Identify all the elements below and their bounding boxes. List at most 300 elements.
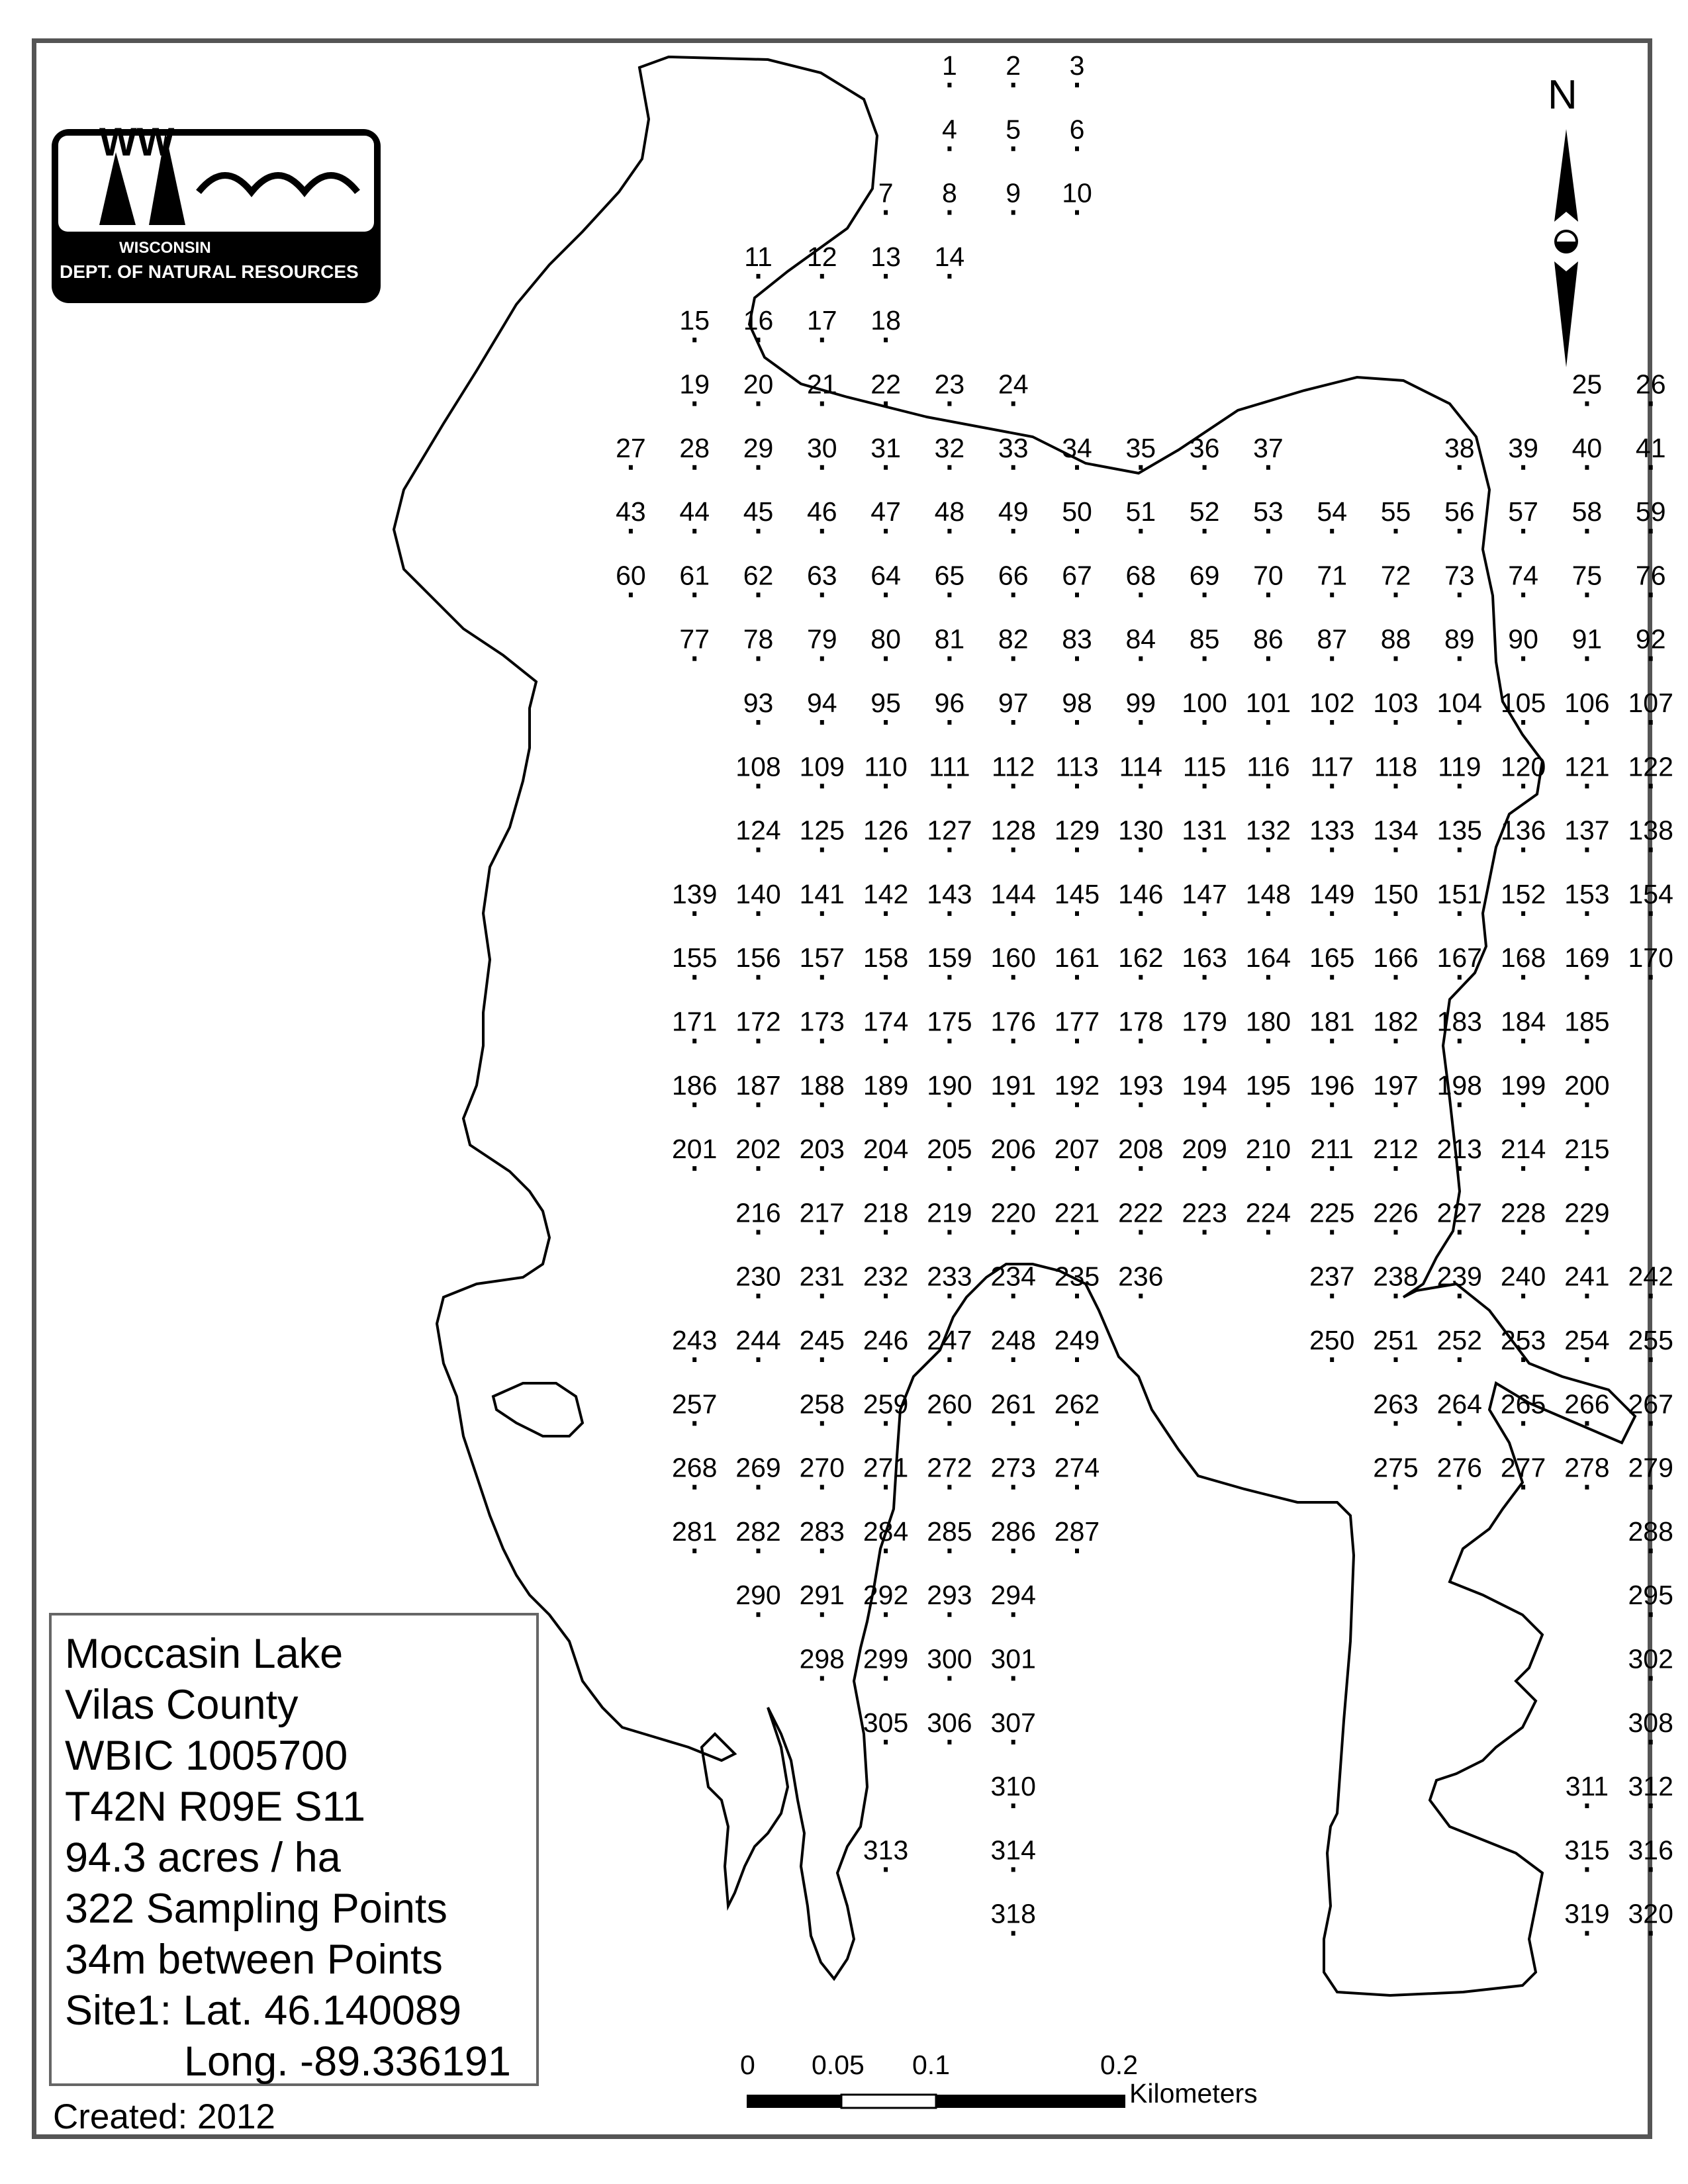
sampling-point-label: 98 (1062, 688, 1092, 718)
sampling-point-label: 221 (1054, 1197, 1100, 1228)
sampling-point-label: 101 (1245, 688, 1291, 718)
sampling-point-marker (1521, 975, 1525, 979)
logo-line2: DEPT. OF NATURAL RESOURCES (60, 261, 359, 282)
sampling-point-label: 109 (799, 751, 845, 782)
sampling-point-label: 131 (1182, 815, 1227, 846)
scale-tick-label: 0.1 (912, 2050, 950, 2080)
sampling-point-marker (1266, 1039, 1270, 1044)
sampling-point-marker (1139, 1230, 1143, 1234)
sampling-point-marker (1011, 1103, 1015, 1107)
sampling-point-marker (757, 1230, 761, 1234)
sampling-point-label: 10 (1062, 177, 1092, 208)
sampling-point-label: 182 (1373, 1006, 1419, 1037)
sampling-point-marker (1649, 529, 1653, 533)
sampling-point-marker (692, 402, 696, 406)
sampling-point-label: 202 (735, 1134, 781, 1165)
sampling-point-marker (1394, 529, 1398, 533)
sampling-point-label: 252 (1436, 1325, 1483, 1355)
sampling-point-label: 255 (1628, 1325, 1673, 1355)
sampling-point-marker (820, 529, 824, 533)
sampling-point-label: 93 (743, 688, 774, 718)
sampling-point-marker (1458, 1039, 1462, 1044)
sampling-point-marker (1521, 1485, 1525, 1490)
sampling-point-marker (884, 1294, 888, 1298)
sampling-point-marker (1266, 784, 1270, 788)
sampling-point-label: 183 (1436, 1006, 1483, 1037)
sampling-point-marker (884, 1740, 888, 1745)
sampling-point-label: 315 (1564, 1835, 1610, 1866)
sampling-point-marker (1585, 848, 1589, 852)
sampling-point-label: 79 (806, 623, 837, 655)
sampling-point-label: 145 (1054, 878, 1100, 909)
sampling-point-marker (1394, 1039, 1398, 1044)
sampling-point-label: 215 (1564, 1134, 1610, 1165)
sampling-point-marker (1585, 1166, 1589, 1171)
sampling-point-marker (1203, 720, 1207, 725)
sampling-point-label: 141 (799, 878, 845, 909)
sampling-point-label: 36 (1189, 432, 1220, 463)
sampling-point-marker (884, 402, 888, 406)
sampling-point-marker (820, 1421, 824, 1426)
sampling-point-marker (1649, 720, 1653, 725)
sampling-point-label: 25 (1571, 369, 1603, 400)
sampling-point-marker (1011, 402, 1015, 406)
sampling-point-marker (1394, 720, 1398, 725)
sampling-point-marker (692, 1166, 696, 1171)
sampling-point-marker (1203, 529, 1207, 533)
sampling-point-marker (1649, 465, 1653, 470)
sampling-point-label: 269 (735, 1452, 781, 1483)
sampling-point-label: 208 (1118, 1134, 1164, 1165)
sampling-point-marker (1649, 657, 1653, 661)
sampling-point-label: 212 (1373, 1134, 1419, 1165)
sampling-point-marker (1011, 83, 1015, 87)
sampling-point-label: 249 (1054, 1325, 1100, 1355)
sampling-point-label: 113 (1055, 751, 1099, 782)
sampling-point-marker (757, 657, 761, 661)
sampling-point-marker (820, 592, 824, 597)
sampling-point-marker (884, 911, 888, 916)
sampling-point-label: 4 (941, 114, 957, 145)
sampling-point-marker (1330, 1103, 1334, 1107)
sampling-point-label: 235 (1054, 1261, 1100, 1292)
sampling-point-label: 7 (878, 177, 894, 208)
sampling-point-marker (1075, 592, 1079, 597)
sampling-point-marker (757, 529, 761, 533)
sampling-point-label: 130 (1118, 815, 1164, 846)
sampling-point-label: 254 (1564, 1325, 1610, 1355)
sampling-point-label: 228 (1500, 1197, 1546, 1228)
sampling-point-marker (1458, 1485, 1462, 1490)
sampling-point-label: 278 (1564, 1452, 1610, 1483)
sampling-point-marker (947, 1740, 951, 1745)
sampling-point-label: 149 (1309, 878, 1355, 909)
sampling-point-marker (757, 911, 761, 916)
sampling-point-label: 264 (1436, 1388, 1483, 1420)
sampling-point-marker (1139, 1294, 1143, 1298)
sampling-point-marker (947, 465, 951, 470)
sampling-point-label: 9 (1006, 177, 1021, 208)
sampling-point-marker (884, 210, 888, 215)
sampling-point-label: 59 (1635, 496, 1666, 527)
sampling-point-label: 217 (799, 1197, 845, 1228)
sampling-point-label: 78 (743, 623, 774, 655)
sampling-point-label: 242 (1628, 1261, 1673, 1292)
sampling-point-label: 261 (990, 1388, 1036, 1420)
sampling-point-label: 274 (1054, 1452, 1100, 1483)
sampling-point-marker (1139, 529, 1143, 533)
sampling-point-label: 115 (1182, 751, 1227, 782)
sampling-point-marker (1330, 975, 1334, 979)
sampling-point-label: 312 (1628, 1771, 1673, 1802)
sampling-point-marker (884, 1230, 888, 1234)
sampling-point-label: 50 (1062, 496, 1092, 527)
sampling-point-marker (1139, 1039, 1143, 1044)
sampling-point-marker (1011, 1230, 1015, 1234)
sampling-point-label: 112 (992, 751, 1035, 782)
sampling-point-label: 190 (927, 1069, 972, 1101)
sampling-point-marker (1458, 784, 1462, 788)
sampling-point-label: 174 (863, 1006, 909, 1037)
sampling-point-label: 311 (1565, 1771, 1609, 1802)
sampling-point-label: 206 (990, 1134, 1036, 1165)
logo-line1: WISCONSIN (119, 239, 211, 257)
sampling-point-marker (947, 784, 951, 788)
sampling-point-label: 88 (1380, 623, 1411, 655)
sampling-point-label: 37 (1253, 432, 1284, 463)
sampling-point-marker (1139, 848, 1143, 852)
sampling-point-label: 204 (863, 1134, 909, 1165)
sampling-point-label: 193 (1118, 1069, 1164, 1101)
sampling-point-label: 225 (1309, 1197, 1355, 1228)
sampling-point-marker (757, 592, 761, 597)
sampling-point-marker (1139, 975, 1143, 979)
sampling-point-label: 120 (1500, 751, 1546, 782)
sampling-point-marker (1011, 1294, 1015, 1298)
sampling-point-marker (947, 1485, 951, 1490)
sampling-point-label: 18 (870, 305, 901, 336)
sampling-point-label: 61 (679, 560, 710, 591)
sampling-point-label: 159 (927, 942, 972, 974)
sampling-point-label: 246 (863, 1325, 909, 1355)
sampling-point-label: 68 (1125, 560, 1156, 591)
sampling-point-marker (1203, 975, 1207, 979)
sampling-point-marker (692, 1357, 696, 1362)
sampling-point-marker (1011, 1931, 1015, 1936)
sampling-point-marker (1330, 720, 1334, 725)
sampling-point-marker (1203, 592, 1207, 597)
sampling-point-label: 124 (735, 815, 781, 846)
sampling-point-marker (947, 975, 951, 979)
scale-bar-segment (747, 2095, 841, 2108)
sampling-point-label: 319 (1564, 1898, 1610, 1929)
sampling-point-label: 2 (1006, 50, 1021, 81)
sampling-point-label: 29 (743, 432, 774, 463)
sampling-point-label: 127 (927, 815, 972, 846)
sampling-point-marker (884, 1357, 888, 1362)
sampling-point-marker (1011, 784, 1015, 788)
sampling-point-label: 46 (806, 496, 837, 527)
sampling-point-marker (820, 1676, 824, 1681)
sampling-point-marker (1394, 1166, 1398, 1171)
sampling-point-marker (820, 1549, 824, 1553)
sampling-point-label: 239 (1436, 1261, 1483, 1292)
sampling-point-label: 136 (1500, 815, 1546, 846)
sampling-point-label: 19 (679, 369, 710, 400)
sampling-point-label: 126 (863, 815, 909, 846)
site-latitude: Site1: Lat. 46.140089 (65, 1987, 461, 2034)
lake-name: Moccasin Lake (65, 1631, 344, 1677)
sampling-point-marker (1649, 1485, 1653, 1490)
sampling-point-marker (1458, 1166, 1462, 1171)
sampling-point-label: 240 (1500, 1261, 1546, 1292)
sampling-point-marker (1649, 1867, 1653, 1872)
sampling-point-marker (1585, 1103, 1589, 1107)
points-count: 322 Sampling Points (65, 1886, 447, 1932)
sampling-point-label: 171 (671, 1006, 718, 1037)
sampling-point-label: 195 (1245, 1069, 1291, 1101)
sampling-point-label: 231 (799, 1261, 845, 1292)
sampling-point-label: 160 (990, 942, 1036, 974)
sampling-point-marker (1521, 1230, 1525, 1234)
sampling-point-marker (1266, 720, 1270, 725)
sampling-point-marker (1203, 784, 1207, 788)
sampling-point-marker (1139, 911, 1143, 916)
sampling-point-marker (1075, 529, 1079, 533)
sampling-point-label: 284 (863, 1516, 909, 1547)
sampling-point-label: 108 (735, 751, 781, 782)
sampling-point-marker (1075, 1421, 1079, 1426)
sampling-point-label: 222 (1118, 1197, 1164, 1228)
sampling-point-label: 154 (1628, 878, 1673, 909)
sampling-point-label: 97 (998, 688, 1029, 718)
sampling-point-marker (820, 848, 824, 852)
sampling-point-label: 181 (1309, 1006, 1355, 1037)
sampling-point-label: 260 (927, 1388, 972, 1420)
sampling-point-marker (884, 338, 888, 342)
sampling-point-label: 55 (1380, 496, 1411, 527)
sampling-point-label: 1 (941, 50, 957, 81)
sampling-point-marker (1011, 720, 1015, 725)
sampling-point-marker (1330, 1357, 1334, 1362)
sampling-point-marker (1011, 1867, 1015, 1872)
sampling-point-marker (1203, 848, 1207, 852)
sampling-point-label: 110 (864, 751, 908, 782)
scale-tick-label: 0.05 (812, 2050, 865, 2080)
sampling-point-marker (1394, 975, 1398, 979)
sampling-point-label: 94 (806, 688, 837, 718)
sampling-point-label: 148 (1245, 878, 1291, 909)
sampling-point-marker (884, 1549, 888, 1553)
sampling-point-marker (1139, 657, 1143, 661)
sampling-point-marker (884, 1039, 888, 1044)
sampling-point-marker (1649, 1294, 1653, 1298)
sampling-point-label: 270 (799, 1452, 845, 1483)
sampling-point-marker (1649, 975, 1653, 979)
sampling-point-label: 28 (679, 432, 710, 463)
sampling-point-marker (1266, 848, 1270, 852)
sampling-point-label: 72 (1380, 560, 1411, 591)
sampling-point-marker (1266, 657, 1270, 661)
sampling-point-label: 63 (806, 560, 837, 591)
sampling-point-label: 146 (1118, 878, 1164, 909)
sampling-point-label: 168 (1500, 942, 1546, 974)
sampling-point-marker (820, 911, 824, 916)
sampling-point-label: 23 (934, 369, 965, 400)
sampling-point-marker (692, 1103, 696, 1107)
sampling-point-label: 253 (1500, 1325, 1546, 1355)
sampling-point-label: 185 (1564, 1006, 1610, 1037)
sampling-point-marker (1394, 1421, 1398, 1426)
sampling-point-marker (1649, 1931, 1653, 1936)
sampling-point-label: 166 (1373, 942, 1419, 974)
sampling-point-marker (1330, 592, 1334, 597)
sampling-point-marker (1458, 1357, 1462, 1362)
sampling-point-label: 272 (927, 1452, 972, 1483)
sampling-point-label: 80 (870, 623, 901, 655)
sampling-point-label: 291 (799, 1580, 845, 1611)
sampling-point-label: 286 (990, 1516, 1036, 1547)
sampling-point-marker (692, 657, 696, 661)
sampling-point-marker (947, 1039, 951, 1044)
sampling-point-label: 116 (1246, 751, 1290, 782)
sampling-point-label: 38 (1444, 432, 1475, 463)
sampling-point-marker (1011, 1676, 1015, 1681)
sampling-point-label: 69 (1189, 560, 1220, 591)
sampling-point-label: 292 (863, 1580, 909, 1611)
sampling-point-marker (1075, 210, 1079, 215)
sampling-point-label: 121 (1564, 751, 1610, 782)
sampling-point-marker (1011, 1485, 1015, 1490)
sampling-point-marker (820, 975, 824, 979)
sampling-point-marker (1330, 1294, 1334, 1298)
sampling-point-label: 203 (799, 1134, 845, 1165)
sampling-point-label: 103 (1373, 688, 1419, 718)
sampling-point-label: 52 (1189, 496, 1220, 527)
sampling-point-marker (692, 1421, 696, 1426)
sampling-point-marker (1649, 1357, 1653, 1362)
sampling-point-marker (1330, 1039, 1334, 1044)
sampling-point-label: 81 (934, 623, 965, 655)
sampling-point-marker (1585, 657, 1589, 661)
sampling-point-marker (692, 911, 696, 916)
sampling-point-label: 285 (927, 1516, 972, 1547)
sampling-point-label: 263 (1373, 1388, 1419, 1420)
sampling-point-label: 305 (863, 1707, 909, 1738)
sampling-point-label: 155 (671, 942, 718, 974)
sampling-point-marker (1266, 592, 1270, 597)
sampling-point-label: 223 (1182, 1197, 1227, 1228)
sampling-point-label: 258 (799, 1388, 845, 1420)
sampling-point-label: 320 (1628, 1898, 1673, 1929)
sampling-point-marker (947, 1421, 951, 1426)
sampling-point-marker (1521, 1039, 1525, 1044)
sampling-point-label: 164 (1245, 942, 1291, 974)
sampling-point-label: 295 (1628, 1580, 1673, 1611)
sampling-point-label: 105 (1500, 688, 1546, 718)
sampling-point-label: 92 (1635, 623, 1666, 655)
sampling-point-marker (820, 274, 824, 279)
sampling-point-label: 167 (1436, 942, 1483, 974)
island (493, 1383, 583, 1436)
sampling-point-label: 194 (1182, 1069, 1227, 1101)
sampling-point-marker (1266, 911, 1270, 916)
sampling-point-label: 209 (1182, 1134, 1227, 1165)
sampling-point-marker (757, 1485, 761, 1490)
sampling-point-label: 248 (990, 1325, 1036, 1355)
sampling-point-marker (757, 720, 761, 725)
sampling-point-label: 43 (616, 496, 646, 527)
sampling-point-label: 210 (1245, 1134, 1291, 1165)
sampling-point-marker (1585, 1421, 1589, 1426)
sampling-point-marker (1075, 657, 1079, 661)
sampling-point-marker (692, 1485, 696, 1490)
sampling-point-label: 230 (735, 1261, 781, 1292)
sampling-point-label: 73 (1444, 560, 1475, 591)
sampling-point-marker (820, 1485, 824, 1490)
sampling-point-marker (1585, 1039, 1589, 1044)
sampling-point-marker (884, 657, 888, 661)
sampling-point-label: 15 (679, 305, 710, 336)
sampling-point-label: 132 (1245, 815, 1291, 846)
sampling-point-label: 237 (1309, 1261, 1355, 1292)
sampling-point-marker (1011, 1357, 1015, 1362)
scale-tick-label: 0 (740, 2050, 755, 2080)
sampling-point-marker (1458, 848, 1462, 852)
sampling-point-label: 189 (863, 1069, 909, 1101)
sampling-point-label: 67 (1062, 560, 1092, 591)
sampling-point-marker (1458, 592, 1462, 597)
sampling-point-marker (1139, 592, 1143, 597)
sampling-point-label: 299 (863, 1643, 909, 1674)
sampling-point-marker (1203, 1103, 1207, 1107)
sampling-point-marker (1458, 657, 1462, 661)
sampling-point-label: 128 (990, 815, 1036, 846)
sampling-point-label: 107 (1628, 688, 1673, 718)
sampling-point-marker (947, 1103, 951, 1107)
sampling-point-label: 90 (1508, 623, 1538, 655)
sampling-point-label: 48 (934, 496, 965, 527)
sampling-point-label: 26 (1635, 369, 1666, 400)
sampling-point-marker (1011, 1549, 1015, 1553)
sampling-point-marker (1585, 1931, 1589, 1936)
sampling-point-label: 125 (799, 815, 845, 846)
sampling-point-label: 232 (863, 1261, 909, 1292)
sampling-point-label: 310 (990, 1771, 1036, 1802)
sampling-point-label: 8 (941, 177, 957, 208)
sampling-point-marker (1585, 1485, 1589, 1490)
sampling-point-label: 161 (1054, 942, 1100, 974)
sampling-point-marker (1394, 848, 1398, 852)
sampling-point-label: 241 (1564, 1261, 1610, 1292)
sampling-point-label: 219 (927, 1197, 972, 1228)
sampling-point-label: 44 (679, 496, 710, 527)
sampling-point-marker (1458, 1103, 1462, 1107)
sampling-point-marker (820, 402, 824, 406)
sampling-point-marker (1266, 465, 1270, 470)
sampling-point-label: 133 (1309, 815, 1355, 846)
sampling-point-marker (1394, 1294, 1398, 1298)
sampling-point-label: 187 (735, 1069, 781, 1101)
sampling-point-label: 47 (870, 496, 901, 527)
sampling-point-label: 224 (1245, 1197, 1291, 1228)
sampling-point-marker (1075, 975, 1079, 979)
sampling-point-marker (1330, 1230, 1334, 1234)
sampling-point-label: 191 (990, 1069, 1036, 1101)
sampling-point-label: 216 (735, 1197, 781, 1228)
sampling-point-label: 140 (735, 878, 781, 909)
sampling-point-marker (1266, 1230, 1270, 1234)
